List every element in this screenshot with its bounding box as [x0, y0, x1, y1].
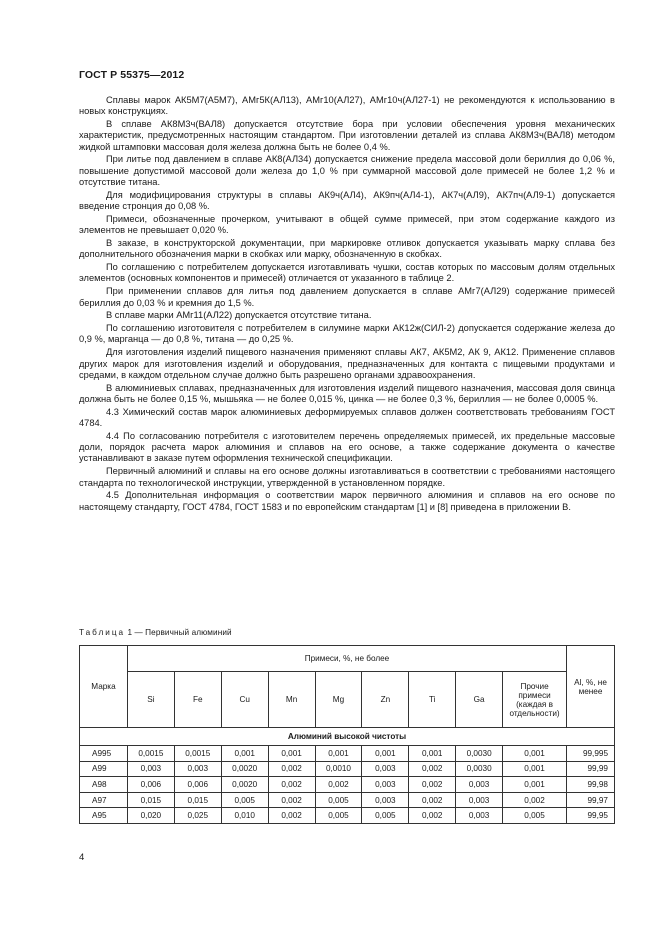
- subheader-cell: Cu: [221, 672, 268, 728]
- table-cell: 0,001: [268, 746, 315, 762]
- table-cell: 0,002: [268, 808, 315, 824]
- table-cell: 0,0010: [315, 761, 362, 777]
- table-row: [80, 761, 615, 777]
- table-cell: 0,001: [409, 746, 456, 762]
- table-cell: 0,003: [456, 777, 503, 793]
- paragraph: По соглашению изготовителя с потребителем в силумине марки АК12ж(СИЛ-2) допускается содержание железа до 0,9 %, марганца — до 0,8 %, титана — до 0,25 %.: [79, 323, 615, 345]
- table-cell: 0,002: [409, 777, 456, 793]
- table-cell: 0,002: [503, 792, 567, 808]
- table-cell: 0,002: [409, 792, 456, 808]
- table-cell: 0,002: [409, 808, 456, 824]
- table-body: [80, 746, 615, 824]
- paragraph: 4.4 По согласованию потребителя с изготовителем перечень определяемых примесей, их предельные массовые доли, порядок расчета марок алюминия и сплавов на его основе, а также содержание документа о качестве устанавливают в заказе путем оформления технической спецификации.: [79, 430, 615, 464]
- document-header: ГОСТ Р 55375—2012: [79, 69, 185, 81]
- table-cell: 0,003: [127, 761, 174, 777]
- table-cell: 0,005: [315, 808, 362, 824]
- table-cell: 0,001: [503, 777, 567, 793]
- table-cell: 0,020: [127, 808, 174, 824]
- table-cell: 0,002: [315, 777, 362, 793]
- row-mark: А97: [80, 792, 128, 808]
- header-al: Al, %, не менее: [567, 646, 615, 728]
- table-cell: 0,025: [174, 808, 221, 824]
- table-caption-text: 1 — Первичный алюминий: [125, 628, 232, 637]
- table-cell: 0,003: [456, 808, 503, 824]
- paragraph: Сплавы марок АК5М7(А5М7), АМг5К(АЛ13), АМг10(АЛ27), АМг10ч(АЛ27-1) не рекомендуются к использованию в новых конструкциях.: [79, 95, 615, 117]
- table-cell: 99,995: [567, 746, 615, 762]
- table-cell: 0,006: [174, 777, 221, 793]
- subheader-cell: Ti: [409, 672, 456, 728]
- table-cell: 0,0015: [174, 746, 221, 762]
- table-cell: 0,001: [315, 746, 362, 762]
- table-row: [80, 808, 615, 824]
- subheader-cell: Прочие примеси (каждая в отдельности): [503, 672, 567, 728]
- paragraph: Первичный алюминий и сплавы на его основе должны изготавливаться в соответствии с требованиями настоящего стандарта по технологической инструкции, утвержденной в установленном порядке.: [79, 466, 615, 488]
- table-cell: 0,003: [362, 777, 409, 793]
- table-cell: 0,0020: [221, 761, 268, 777]
- row-mark: А99: [80, 761, 128, 777]
- table-caption-prefix: Таблица: [79, 628, 126, 637]
- table-cell: 0,003: [362, 761, 409, 777]
- paragraph: 4.5 Дополнительная информация о соответствии марок первичного алюминия и сплавов на его основе по настоящему стандарту, ГОСТ 4784, ГОСТ 1583 и по европейским стандартам [1] и [8] приведена в приложении В.: [79, 490, 615, 512]
- row-mark: А98: [80, 777, 128, 793]
- table-cell: 0,003: [174, 761, 221, 777]
- paragraph: В сплаве АК8М3ч(ВАЛ8) допускается отсутствие бора при условии обеспечения уровня механических характеристик, предусмотренных настоящим стандартом. При изготовлении деталей из сплава АК8М3ч(ВАЛ8) методом жидкой штамповки массовая доля железа должна быть не более 0,4 %.: [79, 119, 615, 152]
- table-cell: 0,002: [268, 777, 315, 793]
- paragraph: По соглашению с потребителем допускается изготавливать чушки, состав которых по массовым долям отдельных элементов (основных компонентов и примесей) отличается от указанного в таблице 2.: [79, 262, 615, 284]
- body-text: [79, 95, 615, 514]
- paragraph: Для изготовления изделий пищевого назначения применяют сплавы АК7, АК5М2, АК 9, АК12. Применение сплавов других марок для изготовления изделий и оборудования, предназначенных для контакта с пищевыми продуктами и средами, в каждом отдельном случае должно быть разрешено органами здравоохранения.: [79, 347, 615, 380]
- row-mark: А95: [80, 808, 128, 824]
- header-mark: Марка: [80, 646, 128, 728]
- table-cell: 0,015: [127, 792, 174, 808]
- table-caption: [79, 628, 232, 637]
- row-mark: А995: [80, 746, 128, 762]
- subheader-cell: Zn: [362, 672, 409, 728]
- paragraph: Для модифицирования структуры в сплавы АК9ч(АЛ4), АК9пч(АЛ4-1), АК7ч(АЛ9), АК7пч(АЛ9-1) допускается введение стронция до 0,08 %.: [79, 189, 615, 212]
- table-cell: 0,0020: [221, 777, 268, 793]
- table-cell: 99,98: [567, 777, 615, 793]
- header-impurities: Примеси, %, не более: [127, 646, 566, 672]
- paragraph: При литье под давлением в сплаве АК8(АЛ34) допускается снижение предела массовой доли бериллия до 0,06 %, повышение допустимой массовой доли железа до 1,0 % при суммарной массовой доле примесей не более 1,2 % и отсутствие титана.: [79, 154, 615, 188]
- table-cell: 0,005: [221, 792, 268, 808]
- table-cell: 0,001: [362, 746, 409, 762]
- table-cell: 0,002: [409, 761, 456, 777]
- table-cell: 0,010: [221, 808, 268, 824]
- table-row: [80, 792, 615, 808]
- table-cell: 0,015: [174, 792, 221, 808]
- page-number: 4: [79, 852, 85, 863]
- paragraph: В алюминиевых сплавах, предназначенных для изготовления изделий пищевого назначения, массовая доля свинца должна быть не более 0,15 %, мышьяка — не более 0,015 %, цинка — не более 0,3 %, бериллия — не более 0,0005 %.: [79, 382, 615, 404]
- table-cell: 0,001: [221, 746, 268, 762]
- table-header-row: [80, 646, 615, 672]
- table-cell: 99,99: [567, 761, 615, 777]
- table-row: [80, 746, 615, 762]
- table-cell: 0,001: [503, 761, 567, 777]
- paragraph: При применении сплавов для литья под давлением допускается в сплаве АМг7(АЛ29) содержание примесей бериллия до 0,03 % и кремния до 1,5 %.: [79, 286, 615, 308]
- subheader-cell: Mn: [268, 672, 315, 728]
- table-cell: 0,003: [362, 792, 409, 808]
- table-cell: 0,0030: [456, 746, 503, 762]
- subheader-cell: Ga: [456, 672, 503, 728]
- table-cell: 0,003: [456, 792, 503, 808]
- table-cell: 0,006: [127, 777, 174, 793]
- table-subheader-row: [80, 672, 615, 728]
- subheader-cell: Si: [127, 672, 174, 728]
- paragraph: Примеси, обозначенные прочерком, учитывают в общей сумме примесей, при этом содержание каждого из элементов не превышает 0,020 %.: [79, 213, 615, 236]
- table-cell: 0,002: [268, 792, 315, 808]
- table-cell: 0,0030: [456, 761, 503, 777]
- table-cell: 0,005: [362, 808, 409, 824]
- paragraph: В сплаве марки АМг11(АЛ22) допускается отсутствие титана.: [106, 310, 372, 321]
- paragraph: 4.3 Химический состав марок алюминиевых деформируемых сплавов должен соответствовать требованиям ГОСТ 4784.: [79, 406, 615, 429]
- table-cell: 0,005: [315, 792, 362, 808]
- subheader-cell: Mg: [315, 672, 362, 728]
- paragraph: В заказе, в конструкторской документации, при маркировке отливок допускается указывать марку сплава без дополнительного обозначения марки в скобках или марку, обозначенную в скобках.: [79, 238, 615, 260]
- group-title: Алюминий высокой чистоты: [80, 728, 615, 746]
- table-cell: 99,95: [567, 808, 615, 824]
- subheader-cell: Fe: [174, 672, 221, 728]
- table-cell: 0,005: [503, 808, 567, 824]
- table-group-row: [80, 728, 615, 746]
- table-row: [80, 777, 615, 793]
- table-cell: 0,0015: [127, 746, 174, 762]
- table-cell: 0,001: [503, 746, 567, 762]
- table-cell: 99,97: [567, 792, 615, 808]
- aluminium-table: [79, 645, 615, 824]
- table-cell: 0,002: [268, 761, 315, 777]
